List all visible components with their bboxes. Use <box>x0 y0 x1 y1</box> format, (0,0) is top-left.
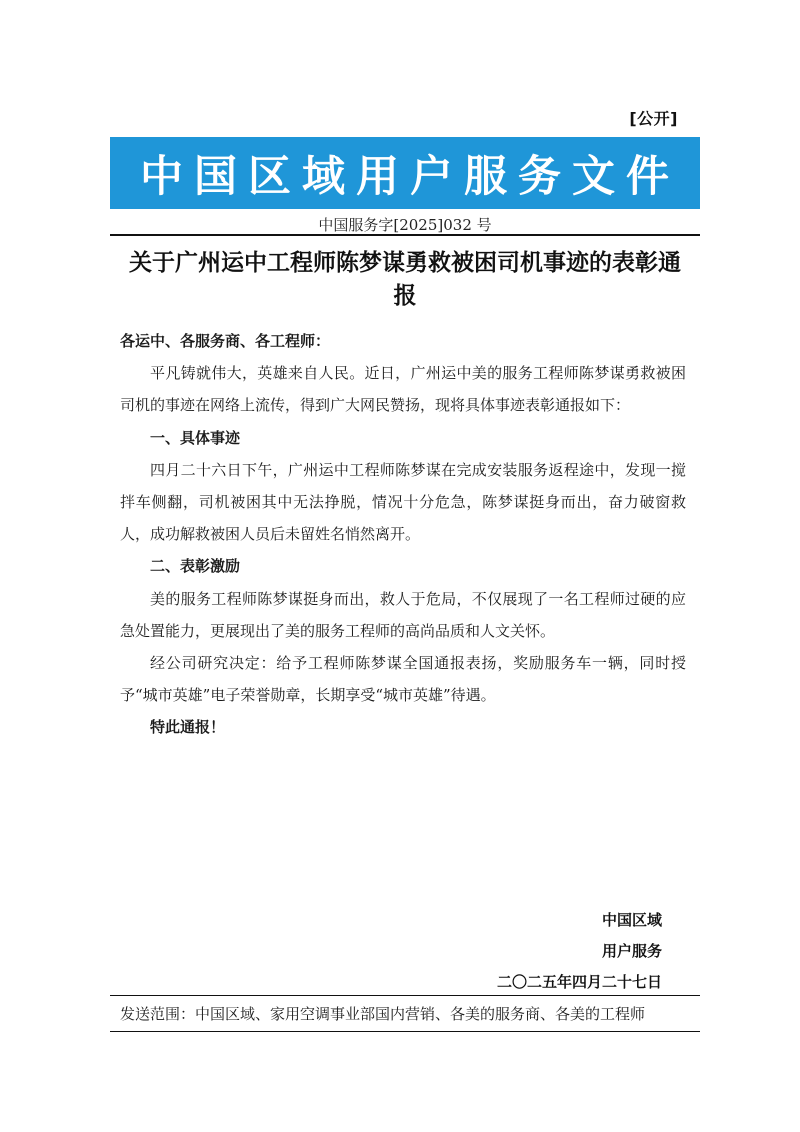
classification-label: [公开] <box>629 109 678 128</box>
section-paragraph-2b: 经公司研究决定：给予工程师陈梦谋全国通报表扬，奖励服务车一辆，同时授予“城市英雄”电子荣誉勋章，长期享受“城市英雄”待遇。 <box>120 654 686 705</box>
document-body <box>120 325 686 744</box>
document-banner <box>110 137 700 209</box>
intro-paragraph: 平凡铸就伟大，英雄来自人民。近日，广州运中美的服务工程师陈梦谋勇救被困司机的事迹在网络上流传，得到广大网民赞扬，现将具体事迹表彰通报如下： <box>120 364 686 415</box>
signature-org-line-2: 用户服务 <box>601 942 662 960</box>
signature-org-line-1: 中国区域 <box>601 911 662 929</box>
closing-line: 特此通报！ <box>150 718 226 737</box>
document-number: 中国服务字[2025]032 号 <box>318 216 492 234</box>
footer-divider-bottom <box>110 1031 700 1032</box>
footer-divider-top <box>110 995 700 996</box>
section-paragraph-1: 四月二十六日下午，广州运中工程师陈梦谋在完成安装服务返程途中，发现一搅拌车侧翻，司机被困其中无法挣脱，情况十分危急，陈梦谋挺身而出，奋力破窗救人，成功解救被困人员后未留姓名悄然离开。 <box>120 460 686 544</box>
signature-date: 二〇二五年四月二十七日 <box>496 973 662 991</box>
distribution-list: 发送范围：中国区域、家用空调事业部国内营销、各美的服务商、各美的工程师 <box>120 1005 646 1023</box>
header-divider <box>110 234 700 236</box>
salutation: 各运中、各服务商、各工程师： <box>120 332 331 350</box>
section-heading-2: 二、表彰激励 <box>150 557 241 576</box>
section-paragraph-2a: 美的服务工程师陈梦谋挺身而出，救人于危局，不仅展现了一名工程师过硬的应急处置能力，更展现出了美的服务工程师的高尚品质和人文关怀。 <box>120 589 686 640</box>
banner-title: 中国区域用户服务文件 <box>140 151 680 202</box>
document-title: 关于广州运中工程师陈梦谋勇救被困司机事迹的表彰通报 <box>129 250 681 309</box>
signature-block <box>497 905 662 998</box>
section-heading-1: 一、具体事迹 <box>150 428 241 447</box>
